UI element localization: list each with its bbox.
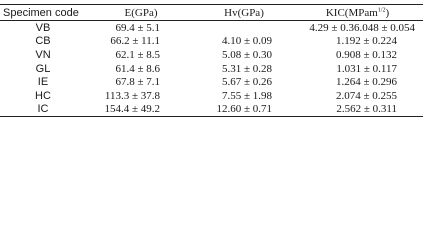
cell-hv: 4.10 ± 0.09: [221, 35, 272, 48]
cell-specimen-code: CB: [35, 35, 51, 48]
cell-specimen-code: HC: [35, 89, 51, 102]
header-kic-superscript: 1/2: [377, 7, 386, 14]
cell-specimen-code: GL: [35, 62, 51, 75]
header-row: [0, 5, 423, 21]
table-header: [0, 5, 423, 21]
properties-table: [0, 4, 423, 117]
cell-e: 113.3 ± 37.8: [104, 89, 160, 102]
cell-hv: 5.67 ± 0.26: [221, 76, 272, 89]
table-row: [0, 103, 423, 117]
cell-hv: 12.60 ± 0.71: [216, 103, 272, 116]
cell-specimen-code: IE: [37, 76, 49, 89]
table-row: [0, 35, 423, 49]
cell-hv: 5.31 ± 0.28: [221, 62, 272, 75]
header-hv: Hv(GPa): [224, 7, 264, 19]
header-kic-close: ): [385, 7, 390, 19]
cell-kic: 2.074 ± 0.255: [335, 89, 397, 102]
header-specimen-code: Specimen code: [3, 7, 79, 19]
cell-e: 66.2 ± 11.1: [110, 35, 160, 48]
cell-e: 62.1 ± 8.5: [115, 48, 160, 61]
properties-table-container: [0, 4, 423, 117]
cell-e: 154.4 ± 49.2: [104, 103, 160, 116]
cell-specimen-code: VN: [35, 48, 51, 61]
cell-specimen-code: IC: [37, 103, 49, 116]
cell-kic: 0.908 ± 0.132: [335, 48, 397, 61]
cell-kic: 1.264 ± 0.296: [335, 76, 397, 89]
cell-e: 67.8 ± 7.1: [115, 76, 160, 89]
table-body: [0, 21, 423, 117]
cell-hv-kic-merged: 4.29 ± 0.36.048 ± 0.054: [309, 21, 415, 34]
header-kic-label: KIC(MPam: [325, 7, 378, 19]
cell-kic: 1.031 ± 0.117: [336, 62, 397, 75]
cell-hv: 7.55 ± 1.98: [221, 89, 272, 102]
table-row: [0, 75, 423, 89]
header-kic: [292, 5, 423, 21]
table-row: [0, 62, 423, 76]
cell-kic: 2.562 ± 0.311: [336, 103, 397, 116]
header-e: E(GPa): [124, 7, 158, 19]
cell-hv: 5.08 ± 0.30: [221, 48, 272, 61]
cell-kic: 1.192 ± 0.224: [335, 35, 397, 48]
cell-e: 61.4 ± 8.6: [115, 62, 160, 75]
table-row: [0, 21, 423, 35]
table-row: [0, 48, 423, 62]
table-row: [0, 89, 423, 103]
cell-e: 69.4 ± 5.1: [115, 21, 160, 34]
cell-specimen-code: VB: [35, 21, 51, 34]
